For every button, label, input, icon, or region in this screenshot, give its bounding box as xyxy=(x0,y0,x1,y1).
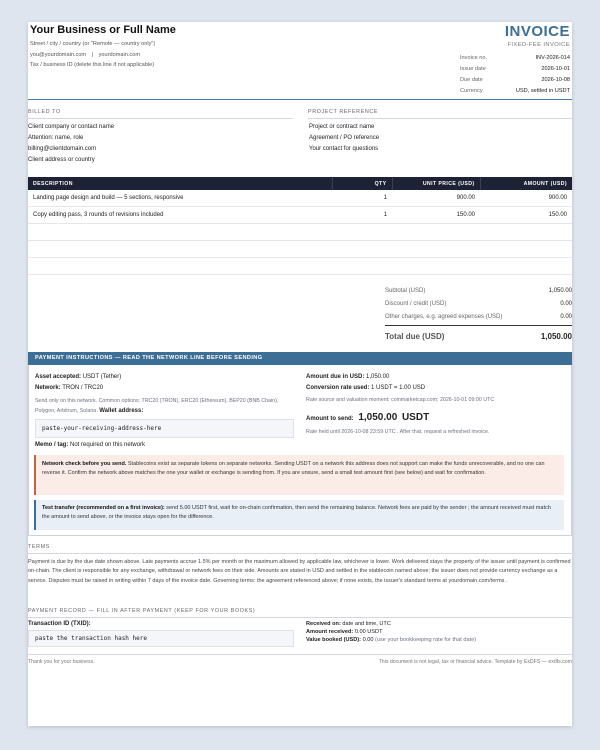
item-description: Landing page design and build — 5 sections, responsive xyxy=(28,190,332,207)
item-amount: 150.00 xyxy=(480,207,572,224)
rate-held-note: Rate held until 2026-10-08 23:59 UTC . After that, request a refreshed invoice. xyxy=(306,429,490,435)
item-unit-price: 150.00 xyxy=(392,207,480,224)
amount-due-line xyxy=(306,374,389,380)
rate-source: Rate source and valuation moment: coinmarketcap.com; 2026-10-01 09:00 UTC xyxy=(306,397,495,403)
terms-heading: TERMS xyxy=(28,544,50,550)
send-amount-value: 1,050.00 xyxy=(358,412,398,423)
footer-rule xyxy=(28,654,572,655)
wallet-address-field[interactable]: paste-your-receiving-address-here xyxy=(35,419,294,438)
amount-received-value: 0.00 USDT xyxy=(354,629,383,635)
meta-row: Currency USD, settled in USDT xyxy=(460,88,570,94)
asset-label: Asset accepted: xyxy=(35,374,82,380)
network-note: Send only on this network. Common options: TRC20 (TRON), ERC20 (Ethereum), BEP20 (BNB Chain), Polygon, Arbitrum, Solana. xyxy=(35,398,279,414)
business-contact xyxy=(30,52,140,58)
other-charges-row xyxy=(385,311,572,324)
test-transfer-title: Test transfer (recommended on a first invoice): xyxy=(42,505,165,511)
value-booked-line xyxy=(306,636,476,644)
rate-label: Conversion rate used: xyxy=(306,385,370,391)
memo-label: Memo / tag: xyxy=(35,442,69,448)
payment-record-rule xyxy=(28,617,572,618)
terms-rule xyxy=(28,553,572,554)
invoice-subtitle: FIXED-FEE INVOICE xyxy=(507,42,570,48)
project-ref-heading: PROJECT REFERENCE xyxy=(308,109,379,115)
table-header-row xyxy=(28,177,572,190)
asset-line xyxy=(35,374,121,380)
header-divider xyxy=(28,99,572,100)
footer-thanks: Thank you for your business. xyxy=(28,659,95,665)
discount-value: 0.00 xyxy=(560,301,572,307)
test-transfer-text: send 5.00 USDT first, wait for on-chain confirmation, then send the remaining balance. Network fees are paid by the sender ; the amount received must match the amount to send above, or the invoice stays open for the difference. xyxy=(42,505,551,520)
project-ref-block xyxy=(309,122,379,155)
payment-heading: PAYMENT INSTRUCTIONS — READ THE NETWORK LINE BEFORE SENDING xyxy=(28,352,572,365)
rate-line xyxy=(306,385,425,391)
col-unit-price: UNIT PRICE (USD) xyxy=(392,177,480,190)
col-qty: QTY xyxy=(332,177,392,190)
discount-label: Discount / credit (USD) xyxy=(385,301,447,307)
received-on-value: date and time, UTC xyxy=(342,621,391,627)
amount-due-label: Amount due in USD: xyxy=(306,374,365,380)
value-booked-note: (use your bookkeeping rate for that date) xyxy=(375,637,477,643)
business-email: you@yourdomain.com xyxy=(30,52,87,58)
billed-to-line: billing@clientdomain.com xyxy=(28,146,97,152)
meta-row: Invoice no. INV-2026-014 xyxy=(460,55,570,61)
total-row xyxy=(385,329,572,345)
subtotal-label: Subtotal (USD) xyxy=(385,288,426,294)
table-row-empty xyxy=(28,241,572,258)
total-value: 1,050.00 xyxy=(540,332,572,341)
send-amount-label: Amount to send: xyxy=(306,416,354,422)
send-asset: USDT xyxy=(401,412,430,423)
amount-received-line xyxy=(306,628,476,636)
rate-value: 1 USDT = 1.00 USD xyxy=(371,385,426,391)
invoice-title: INVOICE xyxy=(504,23,570,40)
memo-line xyxy=(35,442,145,448)
payment-record-details xyxy=(306,620,476,644)
txid-label: Transaction ID (TXID): xyxy=(28,621,91,627)
received-on-line xyxy=(306,620,476,628)
footer-disclaimer: This document is not legal, tax or financial advice. Template by ExDFS — exdfs.com xyxy=(378,659,572,665)
total-label: Total due (USD) xyxy=(385,332,445,341)
test-transfer-note xyxy=(34,500,564,530)
business-tax-id: Tax / business ID (delete this line if not applicable) xyxy=(30,62,155,68)
business-name: Your Business or Full Name xyxy=(30,24,176,36)
network-line xyxy=(35,385,103,391)
amount-received-label: Amount received: xyxy=(306,629,354,635)
billed-to-block xyxy=(28,122,114,166)
payment-record-heading: PAYMENT RECORD — FILL IN AFTER PAYMENT (KEEP FOR YOUR BOOKS) xyxy=(28,608,256,614)
network-note-block xyxy=(35,397,297,416)
line-items-table xyxy=(28,177,572,275)
item-qty: 1 xyxy=(332,207,392,224)
asset-value: USDT (Tether) xyxy=(82,374,122,380)
other-charges-label: Other charges, e.g. agreed expenses (USD) xyxy=(385,314,503,320)
value-booked-value: 0.00 xyxy=(362,637,374,643)
table-row-empty xyxy=(28,258,572,275)
billed-to-line: Client address or country xyxy=(28,157,95,163)
amount-due-value: 1,050.00 xyxy=(366,374,390,380)
warning-text: Stablecoins exist as separate tokens on separate networks. Sending USDT on a network this address does not support can make the funds unrecoverable, and no one can reverse it. Confirm the network above matches the one your wallet or exchange is sending from. If you are unsure, send a small test amount first (see below) and wait for confirmation. xyxy=(42,461,545,476)
invoice-page xyxy=(28,22,572,726)
txid-field[interactable]: paste the transaction hash here xyxy=(28,630,294,647)
other-charges-value: 0.00 xyxy=(560,314,572,320)
project-ref-rule xyxy=(308,118,572,119)
value-booked-label: Value booked (USD): xyxy=(306,637,362,643)
project-ref-line: Agreement / PO reference xyxy=(309,135,380,141)
item-unit-price: 900.00 xyxy=(392,190,480,207)
billed-to-rule xyxy=(28,118,293,119)
wallet-label: Wallet address: xyxy=(99,407,144,414)
table-row xyxy=(28,190,572,207)
invoice-meta xyxy=(460,53,570,97)
item-description: Copy editing pass, 3 rounds of revisions included xyxy=(28,207,332,224)
network-label: Network: xyxy=(35,385,61,391)
send-amount-line xyxy=(306,412,429,423)
billed-to-heading: BILLED TO xyxy=(28,109,61,115)
subtotal-row xyxy=(385,285,572,298)
warning-title: Network check before you send. xyxy=(42,461,127,467)
meta-row: Due date 2026-10-08 xyxy=(460,77,570,83)
network-value: TRON / TRC20 xyxy=(62,385,104,391)
received-on-label: Received on: xyxy=(306,621,341,627)
total-rule xyxy=(385,325,572,326)
col-amount: AMOUNT (USD) xyxy=(480,177,572,190)
terms-text: Payment is due by the due date shown above. Late payments accrue 1.5% per month or the maximum allowed by applicable law, whichever is lower. Work delivered stays the property of the issuer until payment is confirmed on-chain. The client is responsible for any exchange, withdrawal or network fees on their side. Amounts are stated in USD and settled in the stablecoin named above; the issuer does not provide currency exchange as a service. Disputes must be raised in writing within 7 days of the invoice date. Governing terms: the agreement referenced above; if none exists, the issuer's standard terms at yourdomain.com/terms . xyxy=(28,559,571,584)
meta-row: Issue date 2026-10-01 xyxy=(460,66,570,72)
item-amount: 900.00 xyxy=(480,190,572,207)
business-address: Street / city / country (or "Remote — country only") xyxy=(30,41,156,47)
table-row xyxy=(28,207,572,224)
billed-to-line: Client company or contact name xyxy=(28,124,115,130)
billed-to-line: Attention: name, role xyxy=(28,135,84,141)
memo-value: Not required on this network xyxy=(70,442,146,448)
discount-row xyxy=(385,298,572,311)
network-warning xyxy=(34,455,564,495)
subtotal-value: 1,050.00 xyxy=(548,288,572,294)
business-website: yourdomain.com xyxy=(98,52,140,58)
project-ref-line: Project or contract name xyxy=(309,124,375,130)
item-qty: 1 xyxy=(332,190,392,207)
col-description: DESCRIPTION xyxy=(28,177,332,190)
table-row-empty xyxy=(28,224,572,241)
contact-separator: | xyxy=(91,52,94,58)
project-ref-line: Your contact for questions xyxy=(309,146,379,152)
